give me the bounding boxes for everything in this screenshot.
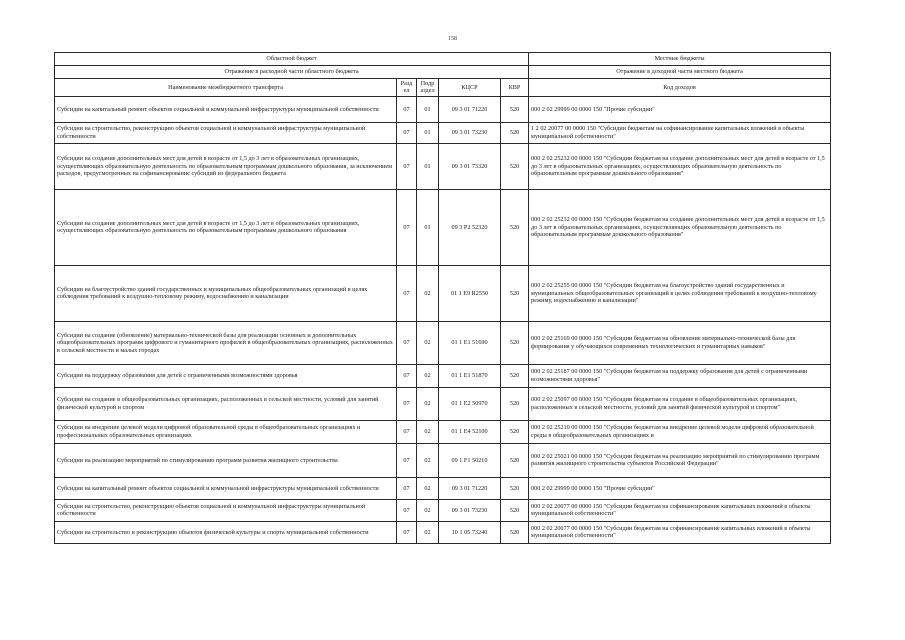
kcsr-cell: 01 1 Е4 52100 (439, 420, 501, 443)
kvr-cell: 520 (501, 189, 529, 265)
table-row (55, 477, 831, 499)
razdel-cell: 07 (397, 265, 417, 321)
razdel-cell: 07 (397, 420, 417, 443)
column-header-row (55, 79, 831, 97)
table-row (55, 521, 831, 543)
income-code-cell: 000 2 02 25021 00 0000 150 "Субсидии бюджетам на реализацию мероприятий по стимулированию программ развития жилищного строительства субъектов Российской Федерации" (529, 443, 831, 477)
table-row (55, 265, 831, 321)
kvr-cell: 520 (501, 143, 529, 189)
column-header-podrazdel: Подр аздел (417, 79, 439, 97)
column-header-name: Наименование межбюджетного трансферта (55, 79, 397, 97)
income-code-cell: 000 2 02 25232 00 0000 150 "Субсидии бюджетам на создание дополнительных мест для детей в возрасте от 1,5 до 3 лет в образовательных организациях, осуществляющих образовательную деятельность по образовательным программам дошкольного образования" (529, 143, 831, 189)
column-header-kvr: КВР (501, 79, 529, 97)
income-code-cell: 000 2 02 25187 00 0000 150 "Субсидии бюджетам на поддержку образования для детей с ограниченными возможностями здоровья" (529, 364, 831, 387)
transfer-name: Субсидии на создание дополнительных мест для детей в возрасте от 1,5 до 3 лет в образовательных организациях, осуществляющих образовательную деятельность по образовательным программам дошкольного образования, за исключением расходов, предусмотренных на софинансирование субсидий из федерального бюджета (55, 143, 397, 189)
income-code-cell: 000 2 02 20077 00 0000 150 "Субсидии бюджетам на софинансирование капитальных вложений в объекты муниципальной собственности" (529, 521, 831, 543)
table-row (55, 143, 831, 189)
kvr-cell: 520 (501, 420, 529, 443)
column-header-codes: Код доходов (529, 79, 831, 97)
expense-reflection-header: Отражение в расходной части областного бюджета (55, 66, 529, 79)
kcsr-cell: 09 3 01 71220 (439, 96, 501, 122)
razdel-cell: 07 (397, 477, 417, 499)
podrazdel-cell: 02 (417, 387, 439, 420)
podrazdel-cell: 01 (417, 96, 439, 122)
income-code-cell: 000 2 02 25232 00 0000 150 "Субсидии бюджетам на создание дополнительных мест для детей в возрасте от 1,5 до 3 лет в образовательных организациях, осуществляющих образовательную деятельность по образовательным программам дошкольного образования" (529, 189, 831, 265)
kcsr-cell: 01 1 Е1 51870 (439, 364, 501, 387)
razdel-cell: 07 (397, 443, 417, 477)
income-code-cell: 000 2 02 29999 00 0000 150 "Прочие субсидии" (529, 96, 831, 122)
table-row (55, 499, 831, 521)
podrazdel-cell: 02 (417, 420, 439, 443)
podrazdel-cell: 01 (417, 122, 439, 143)
table-row (55, 364, 831, 387)
kcsr-cell: 09 3 01 73230 (439, 499, 501, 521)
transfer-name: Субсидии на создание в общеобразовательных организациях, расположенных в сельской местности, условий для занятий физической культурой и спортом (55, 387, 397, 420)
razdel-cell: 07 (397, 189, 417, 265)
kcsr-cell: 09 1 F1 50210 (439, 443, 501, 477)
transfer-name: Субсидии на строительство и реконструкцию объектов физической культуры и спорта муниципальной собственности (55, 521, 397, 543)
income-code-cell: 000 2 02 25169 00 0000 150 "Субсидии бюджетам на обновление материально-технической базы для формирования у обучающихся современных технологических и гуманитарных навыков" (529, 321, 831, 364)
column-header-kcsr: КЦСР (439, 79, 501, 97)
podrazdel-cell: 02 (417, 443, 439, 477)
local-budgets-header: Местные бюджеты (529, 53, 831, 66)
kvr-cell: 520 (501, 477, 529, 499)
kcsr-cell: 01 1 Е9 R2550 (439, 265, 501, 321)
transfer-name: Субсидии на поддержку образования для детей с ограниченными возможностями здоровья (55, 364, 397, 387)
column-header-razdel: Разд ел (397, 79, 417, 97)
kcsr-cell: 09 3 01 73320 (439, 143, 501, 189)
table-row (55, 189, 831, 265)
transfer-name: Субсидии на реализацию мероприятий по стимулированию программ развития жилищного строительства (55, 443, 397, 477)
kvr-cell: 520 (501, 364, 529, 387)
razdel-cell: 07 (397, 143, 417, 189)
kvr-cell: 520 (501, 122, 529, 143)
podrazdel-cell: 02 (417, 321, 439, 364)
kvr-cell: 520 (501, 521, 529, 543)
header-row-reflection (55, 66, 831, 79)
podrazdel-cell: 02 (417, 521, 439, 543)
table-row (55, 122, 831, 143)
income-code-cell: 000 2 02 29999 00 0000 150 "Прочие субсидии" (529, 477, 831, 499)
kvr-cell: 520 (501, 443, 529, 477)
podrazdel-cell: 01 (417, 189, 439, 265)
kvr-cell: 520 (501, 387, 529, 420)
kcsr-cell: 09 3 P2 52320 (439, 189, 501, 265)
transfer-name: Субсидии на внедрение целевой модели цифровой образовательной среды в общеобразовательных организациях и профессиональных образовательных организациях (55, 420, 397, 443)
table-row (55, 387, 831, 420)
header-row-budgets (55, 53, 831, 66)
podrazdel-cell: 02 (417, 265, 439, 321)
income-code-cell: 000 2 02 20077 00 0000 150 "Субсидии бюджетам на софинансирование капитальных вложений в объекты муниципальной собственности" (529, 499, 831, 521)
transfer-name: Субсидии на создание (обновление) материально-технической базы для реализации основных и дополнительных общеобразовательных программ цифрового и гуманитарного профилей в общеобразовательных организациях, расположенных в сельской местности и малых городах (55, 321, 397, 364)
table-row (55, 443, 831, 477)
kcsr-cell: 09 3 01 73230 (439, 122, 501, 143)
table-row (55, 321, 831, 364)
kcsr-cell: 01 1 Е2 50970 (439, 387, 501, 420)
income-reflection-header: Отражение в доходной части местного бюджета (529, 66, 831, 79)
regional-budget-header: Областной бюджет (55, 53, 529, 66)
kvr-cell: 520 (501, 265, 529, 321)
kcsr-cell: 01 1 Е1 51690 (439, 321, 501, 364)
razdel-cell: 07 (397, 122, 417, 143)
razdel-cell: 07 (397, 499, 417, 521)
kcsr-cell: 10 1 05 73240 (439, 521, 501, 543)
kvr-cell: 520 (501, 321, 529, 364)
podrazdel-cell: 02 (417, 364, 439, 387)
kcsr-cell: 09 3 01 71220 (439, 477, 501, 499)
income-code-cell: 000 2 02 25097 00 0000 150 "Субсидии бюджетам на создание в общеобразовательных организациях, расположенных в сельской местности, условий для занятий физической культурой и спортом" (529, 387, 831, 420)
podrazdel-cell: 01 (417, 143, 439, 189)
table-row (55, 96, 831, 122)
table-row (55, 420, 831, 443)
kvr-cell: 520 (501, 499, 529, 521)
kvr-cell: 520 (501, 96, 529, 122)
income-code-cell: 1 2 02 20077 00 0000 150 "Субсидии бюджетам на софинансирование капитальных вложений в объекты муниципальной собственности" (529, 122, 831, 143)
transfer-name: Субсидии на капитальный ремонт объектов социальной и коммунальной инфраструктуры муниципальной собственности (55, 96, 397, 122)
income-code-cell: 000 2 02 25255 00 0000 150 "Субсидии бюджетам на благоустройство зданий государственных и муниципальных общеобразовательных организаций в целях соблюдения требований к воздушно-тепловому режиму, водоснабжению и канализации" (529, 265, 831, 321)
podrazdel-cell: 02 (417, 499, 439, 521)
transfer-name: Субсидии на создание дополнительных мест для детей в возрасте от 1,5 до 3 лет в образовательных организациях, осуществляющих образовательную деятельность по образовательным программам дошкольного образования (55, 189, 397, 265)
transfer-name: Субсидии на капитальный ремонт объектов социальной и коммунальной инфраструктуры муниципальной собственности (55, 477, 397, 499)
razdel-cell: 07 (397, 364, 417, 387)
transfers-table (54, 52, 831, 544)
razdel-cell: 07 (397, 96, 417, 122)
income-code-cell: 000 2 02 25210 00 0000 150 "Субсидии бюджетам на внедрение целевой модели цифровой образовательной среды в общеобразовательных организациях и (529, 420, 831, 443)
podrazdel-cell: 02 (417, 477, 439, 499)
razdel-cell: 07 (397, 321, 417, 364)
page-number: 158 (448, 36, 457, 42)
transfer-name: Субсидии на благоустройство зданий государственных и муниципальных общеобразовательных организаций в целях соблюдения требований к воздушно-тепловому режиму, водоснабжению и канализации (55, 265, 397, 321)
transfer-name: Субсидии на строительство, реконструкцию объектов социальной и коммунальной инфраструктуры муниципальной собственности (55, 499, 397, 521)
transfer-name: Субсидии на строительство, реконструкцию объектов социальной и коммунальной инфраструктуры муниципальной собственности (55, 122, 397, 143)
razdel-cell: 07 (397, 387, 417, 420)
razdel-cell: 07 (397, 521, 417, 543)
